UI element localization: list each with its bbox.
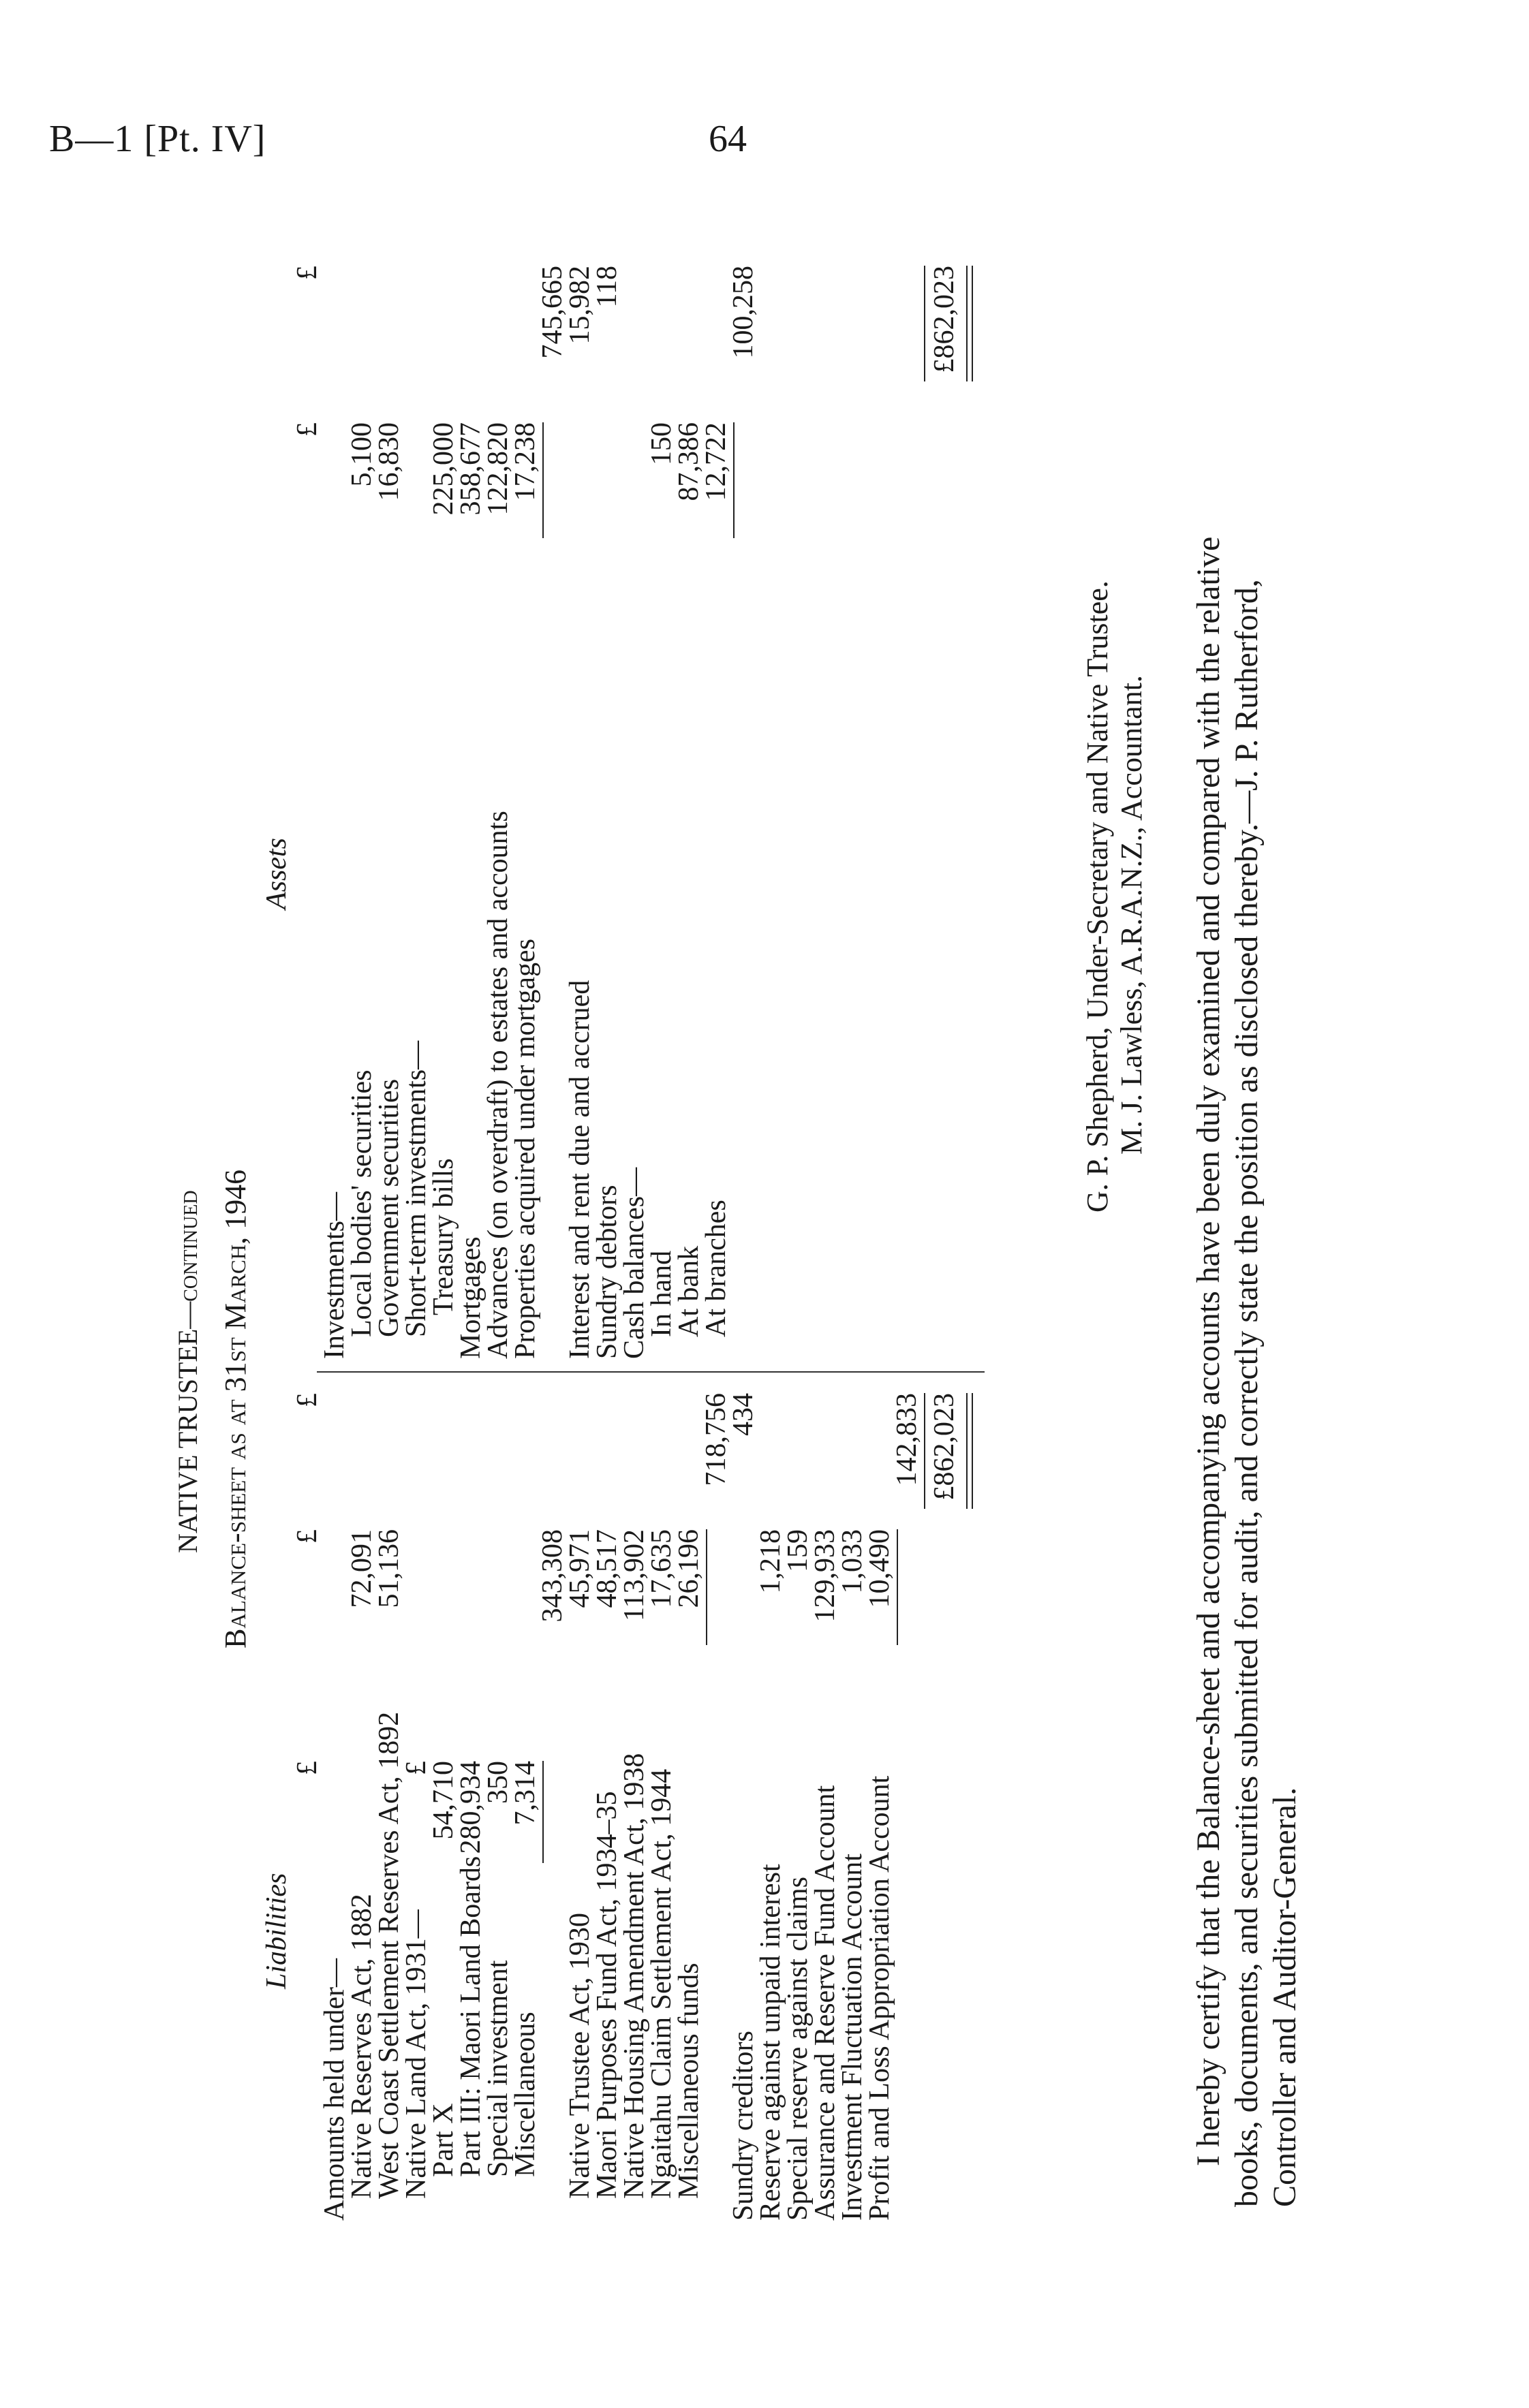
treasury-bills-label: Treasury bills: [428, 1158, 459, 1315]
certificate-line-1: I hereby certify that the Balance-sheet and accompanying accounts have been duly examined and compared with the relative: [1190, 536, 1226, 2166]
ngaitahu-value: 17,635: [646, 1529, 677, 1608]
at-bank-value: 87,386: [673, 422, 705, 501]
liab-col2-symbol: £: [292, 1529, 323, 1544]
asset-total-rule-bottom: [966, 266, 968, 381]
at-bank-label: At bank: [673, 1245, 705, 1337]
native-housing-value: 113,902: [619, 1529, 650, 1621]
mortgages-value: 358,677: [455, 422, 486, 516]
certificate-line-3: Controller and Auditor-General.: [1267, 1787, 1303, 2207]
reserve-interest-label: Reserve against unpaid interest: [755, 1864, 786, 2221]
statement-title: NATIVE TRUSTEE—continued: [172, 1190, 203, 1553]
cash-total: 100,258: [728, 266, 759, 359]
misc-funds-value: 26,196: [673, 1529, 705, 1608]
local-bodies-value: 5,100: [346, 422, 377, 487]
government-label: Government securities: [373, 1078, 405, 1337]
native-reserves-value: 72,091: [346, 1529, 377, 1608]
liab-total-rule-double: [972, 1393, 973, 1509]
advances-label: Advances (on overdraft) to estates and accounts: [482, 811, 514, 1359]
maori-purposes-value: 48,517: [591, 1529, 623, 1608]
special-investment-value: 350: [482, 1761, 514, 1804]
liab-col1-symbol: £: [292, 1761, 323, 1775]
in-hand-value: 150: [646, 422, 677, 465]
maori-purposes-label: Maori Purposes Fund Act, 1934–35: [591, 1791, 623, 2199]
asset-col1-symbol: £: [292, 422, 323, 437]
land-act-col-symbol: £: [401, 1761, 432, 1775]
assurance-reserve-value: 129,933: [809, 1529, 841, 1623]
sundry-creditors-value: 434: [728, 1393, 759, 1436]
liab-total-rule-top: [924, 1393, 925, 1509]
assets-heading: Assets: [261, 838, 292, 909]
native-trustee-label: Native Trustee Act, 1930: [564, 1913, 596, 2199]
interest-rent-label: Interest and rent due and accrued: [564, 980, 596, 1359]
in-hand-label: In hand: [646, 1250, 677, 1337]
advances-value: 122,820: [482, 422, 514, 516]
asset-total-rule-double: [972, 266, 973, 381]
reserves-total: 142,833: [891, 1393, 923, 1486]
special-reserve-label: Special reserve against claims: [782, 1877, 814, 2221]
ngaitahu-label: Ngaitahu Claim Settlement Act, 1944: [646, 1768, 677, 2199]
asset-col2-symbol: £: [292, 266, 323, 280]
balance-sheet-rotated: [0, 177, 1335, 2262]
native-housing-label: Native Housing Amendment Act, 1938: [619, 1753, 650, 2199]
native-reserves-label: Native Reserves Act, 1882: [346, 1894, 377, 2199]
investments-total: 745,665: [537, 266, 568, 359]
sundry-debtors-label: Sundry debtors: [591, 1185, 623, 1359]
short-term-label: Short-term investments—: [401, 1040, 432, 1337]
statement-subtitle: Balance-sheet as at 31st March, 1946: [219, 1169, 252, 1648]
liabilities-grand-total: £862,023: [929, 1393, 960, 1501]
local-bodies-label: Local bodies' securities: [346, 1069, 377, 1337]
signature-shepherd: G. P. Shepherd, Under-Secretary and Native Trustee.: [1081, 580, 1114, 1213]
land-act-subtotal: 343,308: [537, 1529, 568, 1623]
sundry-creditors-label: Sundry creditors: [728, 2031, 759, 2221]
amounts-total: 718,756: [700, 1393, 732, 1486]
special-investment-label: Special investment: [482, 1960, 514, 2177]
properties-label: Properties acquired under mortgages: [510, 939, 541, 1359]
land-act-subtotal-rule: [542, 1761, 544, 1863]
properties-value: 17,238: [510, 422, 541, 501]
amounts-subtotal-rule: [706, 1529, 707, 1645]
column-divider: [317, 1371, 985, 1373]
assets-grand-total: £862,023: [929, 266, 960, 373]
profit-loss-value: 10,490: [864, 1529, 895, 1608]
signature-lawless: M. J. Lawless, A.R.A.N.Z., Accountant.: [1115, 675, 1148, 1155]
assurance-reserve-label: Assurance and Reserve Fund Account: [809, 1785, 841, 2221]
part-iii-label: Part III: Maori Land Boards: [455, 1856, 486, 2177]
interest-rent-value: 15,982: [564, 266, 596, 345]
part-iii-value: 280,934: [455, 1761, 486, 1854]
liabilities-heading: Liabilities: [261, 1873, 292, 1989]
page-number: 64: [709, 118, 747, 160]
amounts-held-under: Amounts held under—: [319, 1958, 350, 2221]
reserve-interest-value: 1,218: [755, 1529, 786, 1594]
asset-total-rule-top: [924, 266, 925, 381]
at-branches-value: 12,722: [700, 422, 732, 501]
investment-fluctuation-label: Investment Fluctuation Account: [837, 1854, 868, 2221]
treasury-bills-value: 225,000: [428, 422, 459, 516]
liab-total-rule-bottom: [966, 1393, 968, 1509]
government-value: 16,830: [373, 422, 405, 501]
cash-subtotal-rule: [733, 422, 735, 538]
west-coast-label: West Coast Settlement Reserves Act, 1892: [373, 1711, 405, 2199]
investments-subtotal-rule: [542, 422, 544, 538]
native-trustee-value: 45,971: [564, 1529, 596, 1608]
miscellaneous-label: Miscellaneous: [510, 2012, 541, 2177]
miscellaneous-value: 7,314: [510, 1761, 541, 1826]
west-coast-value: 51,136: [373, 1529, 405, 1608]
at-branches-label: At branches: [700, 1200, 732, 1337]
liab-col3-symbol: £: [292, 1393, 323, 1407]
part-x-value: 54,710: [428, 1761, 459, 1840]
document-reference: B—1 [Pt. IV]: [49, 118, 266, 160]
special-reserve-value: 159: [782, 1529, 814, 1572]
certificate-line-2: books, documents, and securities submitted for audit, and correctly state the position as disclosed thereby.—J. P. Rutherford,: [1229, 579, 1265, 2207]
profit-loss-label: Profit and Loss Appropriation Account: [864, 1775, 895, 2221]
reserves-subtotal-rule: [897, 1529, 898, 1645]
cash-balances-label: Cash balances—: [619, 1167, 650, 1359]
misc-funds-label: Miscellaneous funds: [673, 1963, 705, 2199]
investment-fluctuation-value: 1,033: [837, 1529, 868, 1594]
sundry-debtors-value: 118: [591, 266, 623, 308]
investments-label: Investments—: [319, 1192, 350, 1359]
mortgages-label: Mortgages: [455, 1236, 486, 1359]
part-x-label: Part X: [428, 2103, 459, 2177]
native-land-act-label: Native Land Act, 1931—: [401, 1909, 432, 2199]
